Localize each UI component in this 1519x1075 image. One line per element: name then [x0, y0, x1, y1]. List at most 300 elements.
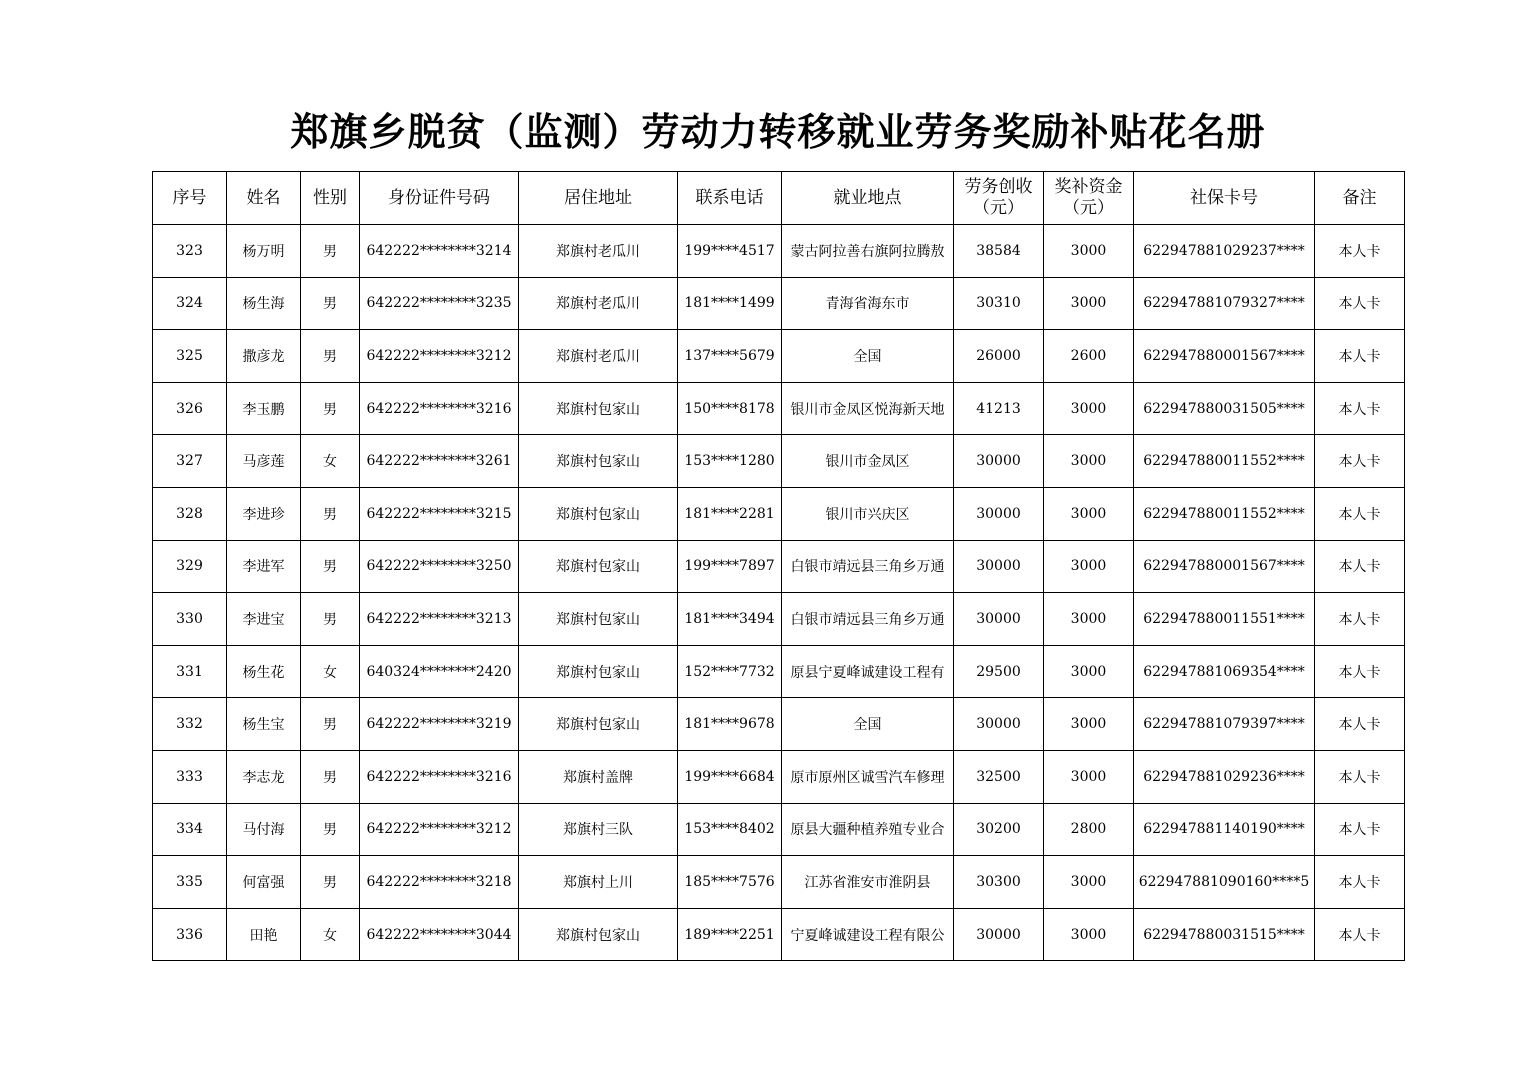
cell-gender [301, 330, 360, 383]
cell-address [519, 487, 678, 540]
cell-address [519, 593, 678, 646]
cell-seq [153, 487, 227, 540]
cell-gender-text: 男 [323, 769, 337, 786]
cell-card [1134, 225, 1315, 278]
cell-seq [153, 645, 227, 698]
cell-name-text: 李志龙 [242, 769, 285, 786]
cell-gender [301, 277, 360, 330]
cell-note-text: 本人卡 [1338, 874, 1381, 891]
cell-income-text: 30300 [976, 873, 1021, 890]
cell-gender [301, 645, 360, 698]
cell-income-text: 41213 [976, 400, 1021, 417]
cell-id-number-text: 642222********3235 [366, 295, 512, 312]
cell-workplace-text: 白银市靖远县三角乡万通 [790, 559, 945, 576]
cell-name [227, 908, 301, 961]
cell-subsidy-text: 3000 [1070, 400, 1107, 417]
cell-seq [153, 330, 227, 383]
header-row [153, 172, 1405, 225]
cell-id-number-text: 642222********3044 [366, 926, 512, 943]
cell-name [227, 382, 301, 435]
cell-note [1315, 225, 1405, 278]
cell-subsidy-text: 2800 [1070, 821, 1107, 838]
document-title: 郑旗乡脱贫（监测）劳动力转移就业劳务奖励补贴花名册 [290, 110, 1266, 154]
cell-id-number-text: 640324********2420 [366, 663, 512, 680]
cell-seq [153, 435, 227, 488]
cell-seq-text: 328 [176, 505, 203, 522]
cell-phone [678, 803, 782, 856]
table-row [153, 330, 1405, 383]
cell-seq [153, 698, 227, 751]
cell-phone-text: 199****7897 [684, 558, 775, 575]
cell-subsidy-text: 3000 [1070, 610, 1107, 627]
cell-gender [301, 803, 360, 856]
cell-workplace-text: 原县大疆种植养殖专业合 [790, 822, 945, 839]
cell-seq-text: 336 [176, 926, 203, 943]
cell-gender-text: 男 [323, 243, 337, 260]
cell-address-text: 郑旗村包家山 [556, 927, 640, 944]
header-id-number: 身份证件号码 [360, 172, 519, 225]
cell-card-text: 622947880011551**** [1143, 610, 1305, 627]
cell-income-text: 32500 [976, 768, 1021, 785]
cell-address-text: 郑旗村上川 [563, 874, 633, 891]
cell-gender-text: 男 [323, 822, 337, 839]
cell-note [1315, 277, 1405, 330]
cell-phone-text: 185****7576 [684, 873, 775, 890]
cell-workplace [782, 540, 954, 593]
header-name: 姓名 [227, 172, 301, 225]
cell-id-number [360, 750, 519, 803]
header-subsidy-line2: （元） [1063, 198, 1114, 218]
table-row [153, 540, 1405, 593]
cell-subsidy-text: 3000 [1070, 295, 1107, 312]
cell-note-text: 本人卡 [1338, 559, 1381, 576]
cell-phone [678, 540, 782, 593]
cell-subsidy [1044, 225, 1134, 278]
cell-seq-text: 330 [176, 610, 203, 627]
cell-name-text: 李进宝 [242, 611, 285, 628]
cell-address-text: 郑旗村三队 [563, 822, 633, 839]
header-phone: 联系电话 [678, 172, 782, 225]
cell-workplace-text: 白银市靖远县三角乡万通 [790, 611, 945, 628]
cell-note [1315, 435, 1405, 488]
cell-gender-text: 男 [323, 874, 337, 891]
cell-card-text: 622947881029236**** [1143, 768, 1305, 785]
cell-name [227, 698, 301, 751]
cell-card [1134, 487, 1315, 540]
cell-subsidy-text: 3000 [1070, 768, 1107, 785]
cell-phone-text: 189****2251 [684, 926, 775, 943]
table-row [153, 435, 1405, 488]
cell-card [1134, 382, 1315, 435]
cell-subsidy-text: 3000 [1070, 505, 1107, 522]
cell-phone [678, 277, 782, 330]
cell-subsidy [1044, 645, 1134, 698]
cell-address [519, 330, 678, 383]
cell-phone-text: 150****8178 [684, 400, 775, 417]
cell-name-text: 李玉鹏 [242, 401, 285, 418]
cell-address-text: 郑旗村老瓜川 [556, 243, 640, 260]
cell-name-text: 杨万明 [242, 243, 285, 260]
cell-note [1315, 803, 1405, 856]
table-row [153, 277, 1405, 330]
cell-seq [153, 225, 227, 278]
cell-seq-text: 335 [176, 873, 203, 890]
cell-gender [301, 487, 360, 540]
cell-id-number-text: 642222********3216 [366, 768, 512, 785]
cell-card-text: 622947880011552**** [1143, 505, 1305, 522]
cell-income-text: 30000 [976, 610, 1021, 627]
cell-workplace-text: 银川市兴庆区 [825, 506, 910, 523]
cell-subsidy-text: 3000 [1070, 558, 1107, 575]
cell-id-number-text: 642222********3219 [366, 716, 512, 733]
cell-note [1315, 645, 1405, 698]
cell-note [1315, 698, 1405, 751]
cell-address-text: 郑旗村包家山 [556, 559, 640, 576]
cell-seq-text: 325 [176, 347, 203, 364]
cell-note [1315, 330, 1405, 383]
cell-name-text: 马彦莲 [242, 454, 285, 471]
cell-note-text: 本人卡 [1338, 401, 1381, 418]
cell-gender-text: 女 [323, 927, 337, 944]
cell-id-number [360, 330, 519, 383]
cell-subsidy-text: 3000 [1070, 453, 1107, 470]
cell-name [227, 435, 301, 488]
cell-income [954, 593, 1044, 646]
cell-gender-text: 男 [323, 401, 337, 418]
cell-address-text: 郑旗村老瓜川 [556, 348, 640, 365]
cell-workplace-text: 蒙古阿拉善右旗阿拉腾敖 [790, 243, 945, 260]
cell-phone-text: 153****8402 [684, 821, 775, 838]
cell-gender [301, 382, 360, 435]
cell-note-text: 本人卡 [1338, 506, 1381, 523]
cell-note-text: 本人卡 [1338, 611, 1381, 628]
cell-card-text: 622947881079327**** [1143, 295, 1305, 312]
cell-id-number-text: 642222********3214 [366, 242, 512, 259]
cell-gender-text: 女 [323, 664, 337, 681]
header-workplace: 就业地点 [782, 172, 954, 225]
cell-note-text: 本人卡 [1338, 927, 1381, 944]
cell-income [954, 382, 1044, 435]
cell-subsidy-text: 3000 [1070, 873, 1107, 890]
cell-name-text: 何富强 [242, 874, 285, 891]
cell-workplace [782, 856, 954, 909]
cell-note [1315, 487, 1405, 540]
cell-phone [678, 856, 782, 909]
cell-address-text: 郑旗村包家山 [556, 611, 640, 628]
cell-card-text: 622947880001567**** [1143, 558, 1305, 575]
cell-income [954, 487, 1044, 540]
roster-body [153, 225, 1405, 961]
cell-income-text: 30000 [976, 926, 1021, 943]
cell-income [954, 698, 1044, 751]
cell-gender-text: 男 [323, 717, 337, 734]
cell-phone-text: 181****2281 [684, 505, 775, 522]
cell-note-text: 本人卡 [1338, 243, 1381, 260]
cell-income [954, 856, 1044, 909]
cell-id-number-text: 642222********3212 [366, 821, 512, 838]
cell-subsidy-text: 3000 [1070, 716, 1107, 733]
cell-phone [678, 225, 782, 278]
cell-id-number [360, 435, 519, 488]
cell-address [519, 277, 678, 330]
cell-income-text: 30000 [976, 505, 1021, 522]
table-row [153, 856, 1405, 909]
cell-address [519, 225, 678, 278]
cell-subsidy [1044, 856, 1134, 909]
cell-gender [301, 225, 360, 278]
cell-address [519, 645, 678, 698]
cell-card-text: 622947881140190**** [1143, 821, 1305, 838]
cell-income-text: 30310 [976, 295, 1021, 312]
cell-workplace [782, 487, 954, 540]
cell-seq [153, 277, 227, 330]
header-subsidy [1044, 172, 1134, 225]
cell-id-number [360, 803, 519, 856]
cell-income [954, 540, 1044, 593]
table-row [153, 487, 1405, 540]
cell-note-text: 本人卡 [1338, 717, 1381, 734]
cell-gender-text: 男 [323, 611, 337, 628]
cell-workplace-text: 原市原州区诚雪汽车修理 [790, 769, 945, 786]
table-row [153, 908, 1405, 961]
cell-note-text: 本人卡 [1338, 769, 1381, 786]
cell-address [519, 803, 678, 856]
cell-address [519, 856, 678, 909]
cell-gender [301, 435, 360, 488]
cell-seq-text: 323 [176, 242, 203, 259]
cell-income [954, 277, 1044, 330]
cell-name [227, 277, 301, 330]
cell-seq [153, 908, 227, 961]
cell-workplace-text: 宁夏峰诚建设工程有限公 [790, 927, 945, 944]
cell-seq [153, 856, 227, 909]
header-address: 居住地址 [519, 172, 678, 225]
cell-phone [678, 645, 782, 698]
cell-name [227, 593, 301, 646]
header-card: 社保卡号 [1134, 172, 1315, 225]
cell-subsidy [1044, 330, 1134, 383]
cell-address-text: 郑旗村包家山 [556, 401, 640, 418]
cell-name [227, 487, 301, 540]
cell-phone-text: 181****1499 [684, 295, 775, 312]
cell-income-text: 26000 [976, 347, 1021, 364]
cell-address [519, 382, 678, 435]
cell-seq-text: 334 [176, 821, 203, 838]
table-row [153, 225, 1405, 278]
cell-income [954, 435, 1044, 488]
cell-workplace-text: 银川市金凤区 [825, 454, 910, 471]
cell-name [227, 803, 301, 856]
cell-workplace [782, 593, 954, 646]
cell-name-text: 田艳 [249, 927, 278, 944]
cell-phone [678, 435, 782, 488]
cell-gender [301, 908, 360, 961]
cell-name [227, 540, 301, 593]
cell-seq-text: 326 [176, 400, 203, 417]
cell-card-text: 622947880001567**** [1143, 347, 1305, 364]
cell-id-number [360, 593, 519, 646]
cell-income [954, 908, 1044, 961]
cell-address-text: 郑旗村包家山 [556, 454, 640, 471]
cell-address-text: 郑旗村包家山 [556, 506, 640, 523]
table-row [153, 803, 1405, 856]
cell-income [954, 225, 1044, 278]
cell-income-text: 29500 [976, 663, 1021, 680]
cell-seq-text: 332 [176, 716, 203, 733]
cell-name-text: 撒彦龙 [242, 348, 285, 365]
cell-address [519, 698, 678, 751]
cell-subsidy [1044, 750, 1134, 803]
cell-card [1134, 803, 1315, 856]
cell-subsidy [1044, 803, 1134, 856]
cell-card-text: 622947880031505**** [1143, 400, 1305, 417]
cell-seq-text: 331 [176, 663, 203, 680]
cell-seq [153, 382, 227, 435]
cell-id-number-text: 642222********3218 [366, 873, 512, 890]
cell-card [1134, 645, 1315, 698]
cell-seq-text: 329 [176, 558, 203, 575]
cell-card [1134, 540, 1315, 593]
roster-table [152, 171, 1405, 961]
cell-id-number [360, 540, 519, 593]
cell-phone [678, 593, 782, 646]
cell-gender-text: 男 [323, 506, 337, 523]
cell-workplace-text: 原县宁夏峰诚建设工程有 [790, 664, 945, 681]
cell-workplace [782, 330, 954, 383]
header-gender: 性别 [301, 172, 360, 225]
cell-workplace [782, 750, 954, 803]
cell-card-text: 622947881069354**** [1143, 663, 1305, 680]
cell-name-text: 马付海 [242, 822, 285, 839]
cell-subsidy-text: 3000 [1070, 242, 1107, 259]
cell-seq [153, 540, 227, 593]
cell-gender-text: 男 [323, 348, 337, 365]
cell-workplace-text: 青海省海东市 [825, 296, 910, 313]
cell-subsidy-text: 3000 [1070, 663, 1107, 680]
cell-income [954, 330, 1044, 383]
cell-gender-text: 男 [323, 559, 337, 576]
cell-phone [678, 487, 782, 540]
cell-note [1315, 593, 1405, 646]
cell-id-number-text: 642222********3261 [366, 453, 512, 470]
cell-address [519, 908, 678, 961]
cell-seq-text: 333 [176, 768, 203, 785]
cell-workplace-text: 全国 [853, 717, 882, 734]
cell-phone-text: 181****9678 [684, 716, 775, 733]
cell-card-text: 622947880031515**** [1143, 926, 1305, 943]
cell-name [227, 330, 301, 383]
cell-workplace [782, 225, 954, 278]
table-row [153, 698, 1405, 751]
cell-note [1315, 540, 1405, 593]
cell-phone [678, 908, 782, 961]
cell-subsidy [1044, 487, 1134, 540]
cell-gender-text: 女 [323, 454, 337, 471]
cell-name [227, 856, 301, 909]
cell-workplace-text: 银川市金凤区悦海新天地 [790, 401, 945, 418]
cell-id-number-text: 642222********3213 [366, 610, 512, 627]
cell-name [227, 750, 301, 803]
cell-gender-text: 男 [323, 296, 337, 313]
cell-id-number [360, 487, 519, 540]
cell-phone-text: 137****5679 [684, 347, 775, 364]
cell-workplace [782, 803, 954, 856]
cell-income-text: 30000 [976, 558, 1021, 575]
cell-income [954, 750, 1044, 803]
cell-workplace [782, 698, 954, 751]
header-seq: 序号 [153, 172, 227, 225]
cell-workplace [782, 435, 954, 488]
cell-phone [678, 750, 782, 803]
cell-subsidy [1044, 593, 1134, 646]
cell-note [1315, 382, 1405, 435]
cell-id-number-text: 642222********3216 [366, 400, 512, 417]
cell-name-text: 杨生花 [242, 664, 285, 681]
cell-phone-text: 153****1280 [684, 453, 775, 470]
cell-gender [301, 593, 360, 646]
cell-income-text: 30000 [976, 453, 1021, 470]
cell-income [954, 803, 1044, 856]
cell-card-text: 622947881029237**** [1143, 242, 1305, 259]
cell-phone-text: 152****7732 [684, 663, 775, 680]
cell-id-number [360, 382, 519, 435]
cell-address-text: 郑旗村老瓜川 [556, 296, 640, 313]
cell-phone-text: 199****6684 [684, 768, 775, 785]
cell-subsidy [1044, 540, 1134, 593]
cell-seq [153, 803, 227, 856]
cell-note [1315, 908, 1405, 961]
cell-name-text: 杨生宝 [242, 717, 285, 734]
cell-card [1134, 593, 1315, 646]
cell-card-text: 622947880011552**** [1143, 453, 1305, 470]
cell-name-text: 杨生海 [242, 296, 285, 313]
table-row [153, 645, 1405, 698]
cell-note-text: 本人卡 [1338, 822, 1381, 839]
cell-seq [153, 593, 227, 646]
cell-card [1134, 330, 1315, 383]
cell-address-text: 郑旗村包家山 [556, 664, 640, 681]
cell-id-number [360, 908, 519, 961]
cell-subsidy [1044, 382, 1134, 435]
cell-gender [301, 856, 360, 909]
cell-address [519, 750, 678, 803]
cell-id-number-text: 642222********3250 [366, 558, 512, 575]
cell-subsidy [1044, 435, 1134, 488]
cell-phone [678, 698, 782, 751]
cell-gender [301, 750, 360, 803]
cell-card [1134, 277, 1315, 330]
cell-workplace [782, 277, 954, 330]
cell-note-text: 本人卡 [1338, 454, 1381, 471]
cell-name-text: 李进珍 [242, 506, 285, 523]
cell-card [1134, 698, 1315, 751]
cell-gender [301, 698, 360, 751]
cell-seq [153, 750, 227, 803]
cell-name [227, 645, 301, 698]
cell-id-number [360, 645, 519, 698]
cell-card [1134, 908, 1315, 961]
cell-subsidy [1044, 698, 1134, 751]
cell-subsidy [1044, 908, 1134, 961]
cell-address-text: 郑旗村盖牌 [563, 769, 633, 786]
header-income-line1: 劳务创收 [964, 177, 1033, 197]
cell-income-text: 30000 [976, 716, 1021, 733]
header-income [954, 172, 1044, 225]
cell-note-text: 本人卡 [1338, 664, 1381, 681]
cell-seq-text: 324 [176, 295, 203, 312]
cell-name [227, 225, 301, 278]
cell-note-text: 本人卡 [1338, 348, 1381, 365]
